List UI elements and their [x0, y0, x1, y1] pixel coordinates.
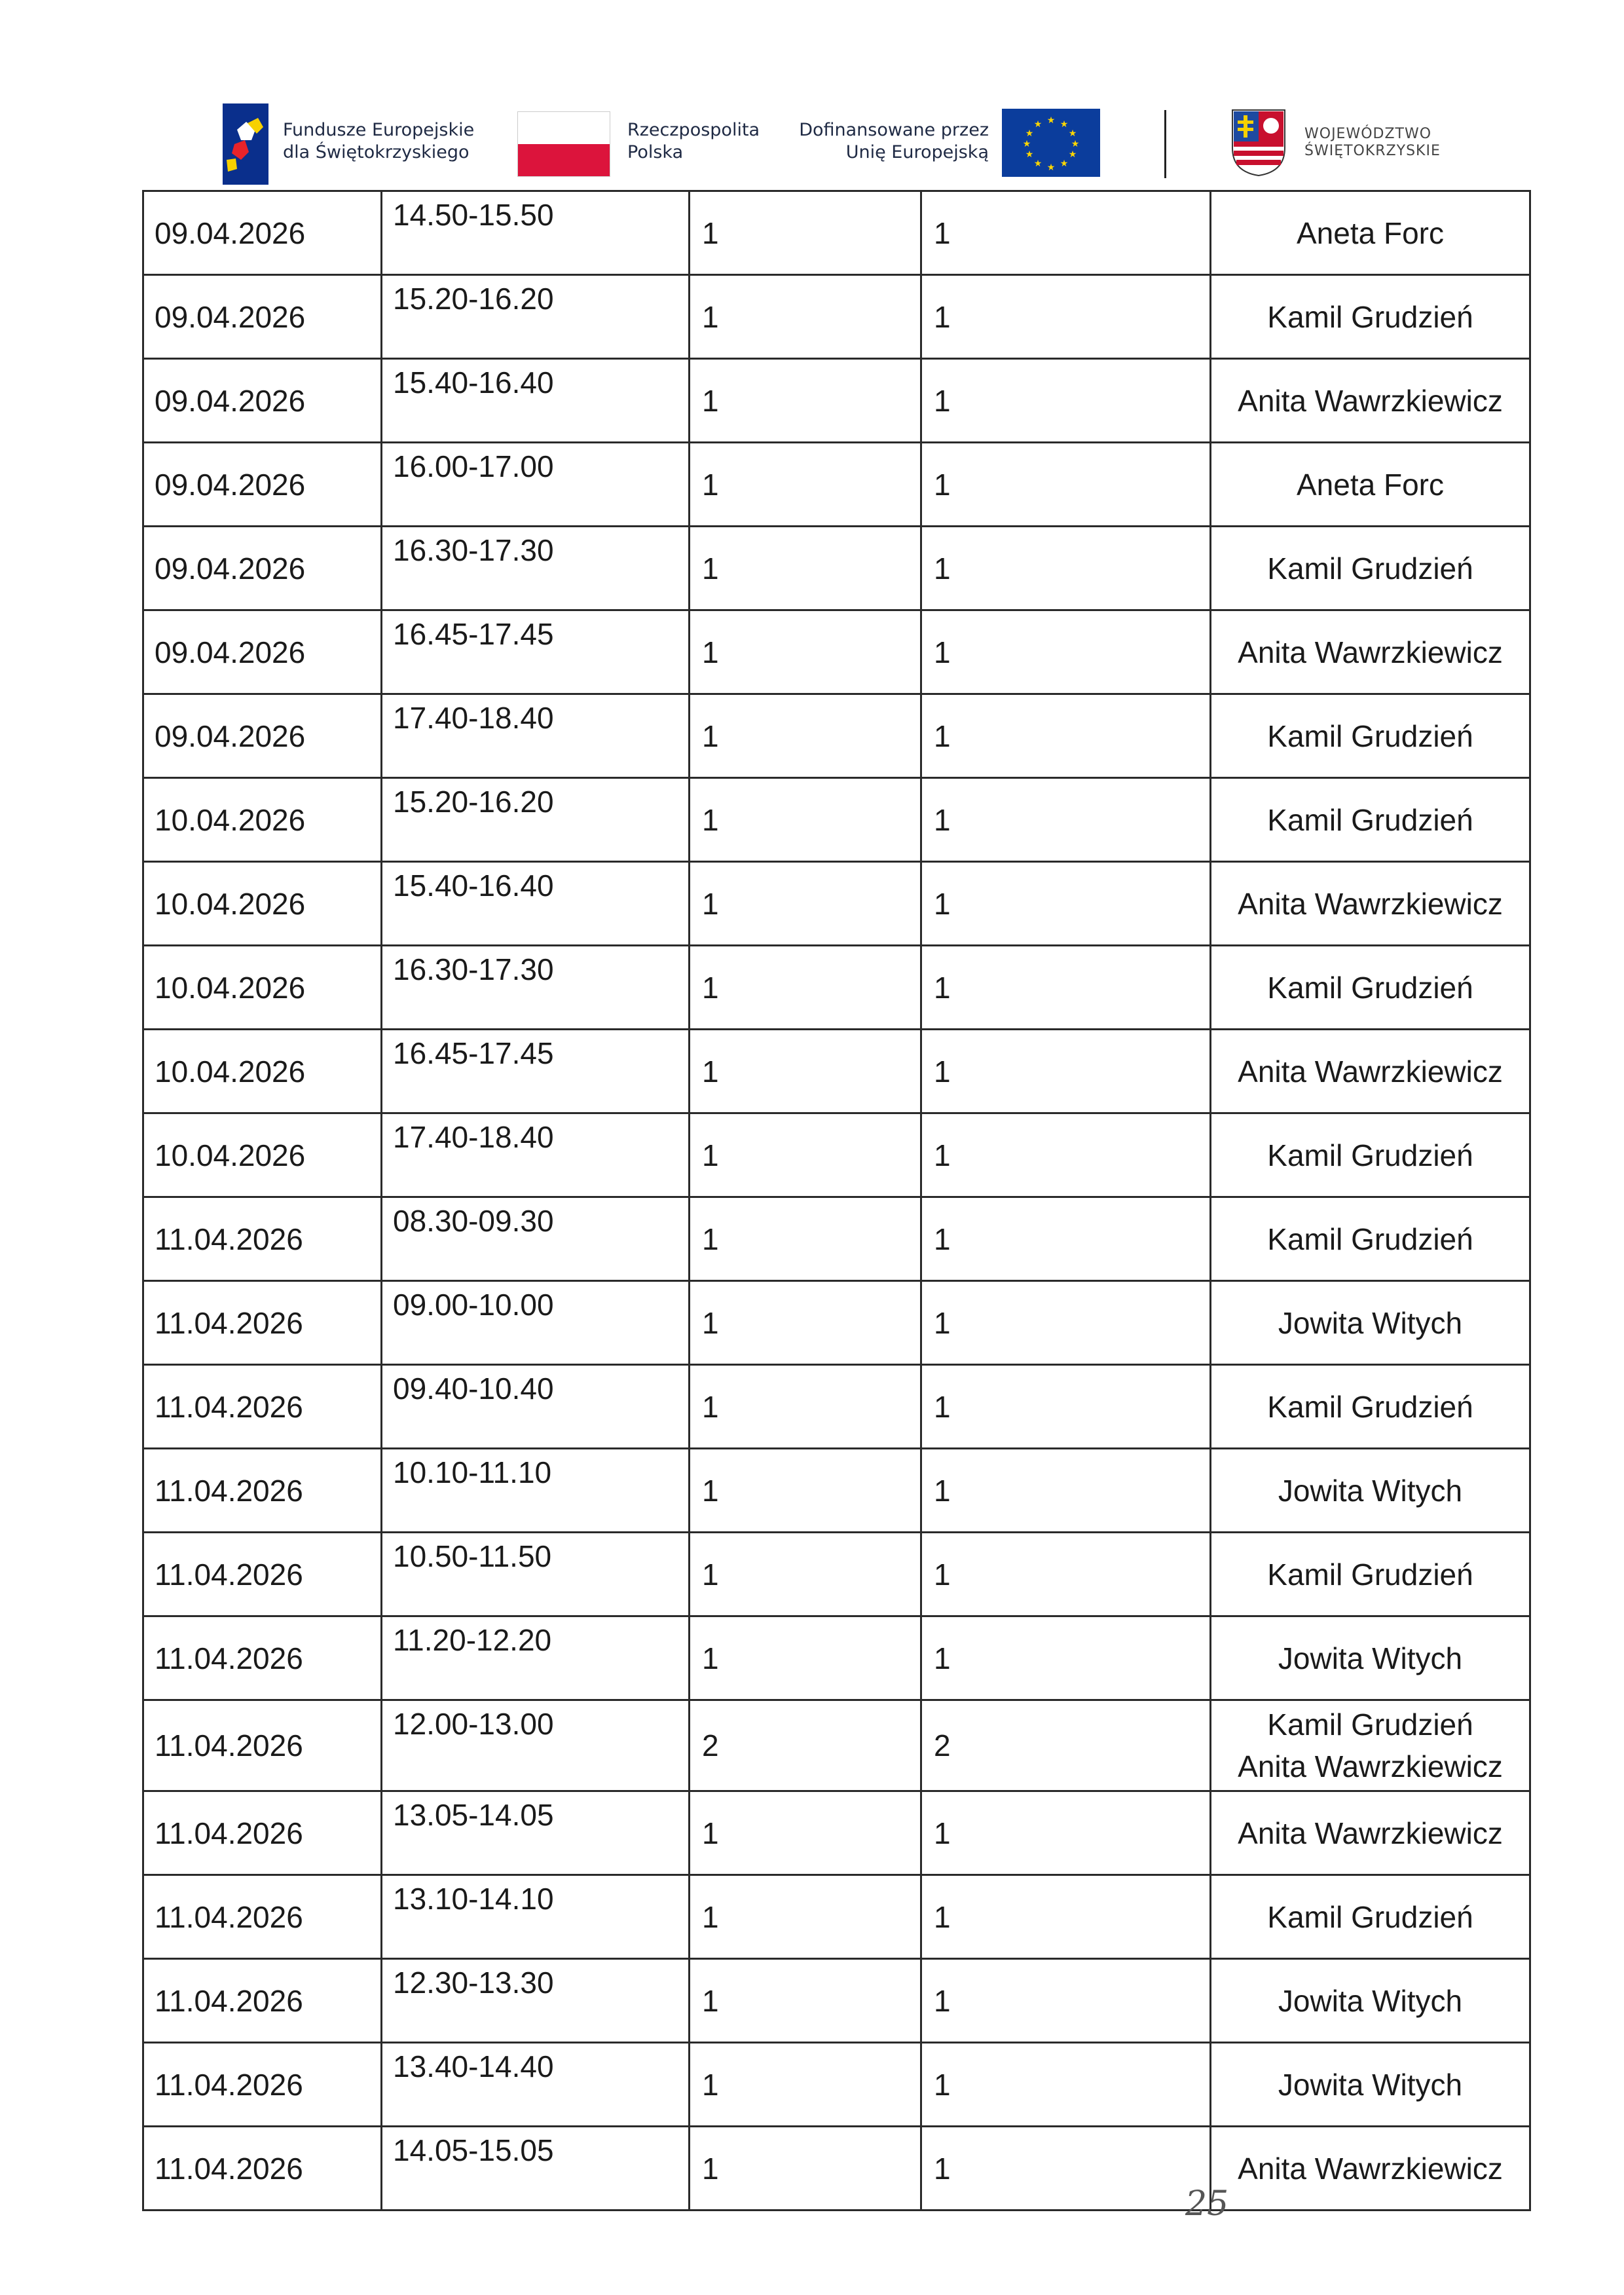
count-b-cell: 1 [921, 527, 1211, 610]
time-cell: 16.45-17.45 [382, 1030, 690, 1113]
count-b-cell: 1 [921, 1791, 1211, 1875]
count-b-cell: 1 [921, 1113, 1211, 1197]
count-b-cell: 1 [921, 1449, 1211, 1533]
table-row [143, 610, 1530, 694]
date-cell: 09.04.2026 [143, 359, 382, 443]
date-cell: 11.04.2026 [143, 1281, 382, 1365]
date-cell: 10.04.2026 [143, 778, 382, 862]
date-cell: 11.04.2026 [143, 1875, 382, 1959]
eu-flag-icon [1002, 109, 1100, 177]
date-cell: 09.04.2026 [143, 275, 382, 359]
instructor-cell: Aneta Forc [1211, 443, 1530, 527]
table-row [143, 1875, 1530, 1959]
count-a-cell: 1 [690, 2043, 921, 2127]
time-cell: 14.05-15.05 [382, 2127, 690, 2211]
count-a-cell: 1 [690, 275, 921, 359]
svg-text:★: ★ [1033, 119, 1043, 130]
polish-flag-icon [517, 111, 610, 177]
instructor-cell: Anita Wawrzkiewicz [1211, 2127, 1530, 2211]
count-a-cell: 1 [690, 1449, 921, 1533]
count-a-cell: 1 [690, 1533, 921, 1616]
time-cell: 08.30-09.30 [382, 1197, 690, 1281]
schedule-table [142, 190, 1531, 2211]
count-b-cell: 1 [921, 443, 1211, 527]
logo-separator [1164, 110, 1166, 178]
count-a-cell: 1 [690, 1875, 921, 1959]
table-row [143, 946, 1530, 1030]
table-row [143, 191, 1530, 275]
date-cell: 11.04.2026 [143, 1700, 382, 1791]
date-cell: 11.04.2026 [143, 1791, 382, 1875]
time-cell: 16.00-17.00 [382, 443, 690, 527]
instructor-cell: Kamil Grudzień [1211, 1197, 1530, 1281]
date-cell: 11.04.2026 [143, 2043, 382, 2127]
instructor-cell: Anita Wawrzkiewicz [1211, 610, 1530, 694]
count-a-cell: 1 [690, 694, 921, 778]
fundusze-europejskie-logo-icon [223, 103, 268, 185]
count-b-cell: 1 [921, 1281, 1211, 1365]
instructor-cell: Kamil Grudzień [1211, 1533, 1530, 1616]
svg-text:★: ★ [1025, 128, 1034, 139]
instructor-cell: Kamil Grudzień [1211, 1365, 1530, 1449]
date-cell: 09.04.2026 [143, 610, 382, 694]
count-a-cell: 1 [690, 1791, 921, 1875]
table-row [143, 527, 1530, 610]
count-b-cell: 1 [921, 1533, 1211, 1616]
table-row [143, 1700, 1530, 1791]
count-a-cell: 1 [690, 1030, 921, 1113]
instructor-cell: Jowita Witych [1211, 1449, 1530, 1533]
table-row [143, 1113, 1530, 1197]
table-row [143, 1959, 1530, 2043]
schedule-rows [143, 191, 1530, 2211]
date-cell: 11.04.2026 [143, 1449, 382, 1533]
table-row [143, 2127, 1530, 2211]
svg-text:★: ★ [1025, 149, 1034, 160]
count-a-cell: 2 [690, 1700, 921, 1791]
count-b-cell: 1 [921, 2127, 1211, 2211]
table-row [143, 1197, 1530, 1281]
rzeczpospolita-polska-text: Rzeczpospolita Polska [627, 120, 760, 162]
date-cell: 11.04.2026 [143, 1959, 382, 2043]
instructor-cell: Jowita Witych [1211, 1281, 1530, 1365]
time-cell: 13.10-14.10 [382, 1875, 690, 1959]
time-cell: 17.40-18.40 [382, 694, 690, 778]
table-row [143, 694, 1530, 778]
dofinansowane-text: Dofinansowane przez Unię Europejską [799, 120, 989, 162]
date-cell: 09.04.2026 [143, 527, 382, 610]
count-b-cell: 1 [921, 1197, 1211, 1281]
svg-text:★: ★ [1033, 159, 1043, 169]
instructor-cell: Kamil Grudzień [1211, 527, 1530, 610]
date-cell: 11.04.2026 [143, 2127, 382, 2211]
time-cell: 09.40-10.40 [382, 1365, 690, 1449]
time-cell: 13.40-14.40 [382, 2043, 690, 2127]
date-cell: 10.04.2026 [143, 946, 382, 1030]
count-a-cell: 1 [690, 1616, 921, 1700]
date-cell: 11.04.2026 [143, 1197, 382, 1281]
count-b-cell: 1 [921, 1365, 1211, 1449]
time-cell: 15.20-16.20 [382, 275, 690, 359]
time-cell: 15.40-16.40 [382, 862, 690, 946]
count-a-cell: 1 [690, 946, 921, 1030]
count-a-cell: 1 [690, 862, 921, 946]
wojewodztwo-swietokrzyskie-text: WOJEWÓDZTWO ŚWIĘTOKRZYSKIE [1304, 126, 1441, 159]
instructor-cell: Anita Wawrzkiewicz [1211, 862, 1530, 946]
count-b-cell: 1 [921, 694, 1211, 778]
count-b-cell: 1 [921, 778, 1211, 862]
count-b-cell: 1 [921, 1616, 1211, 1700]
instructor-cell: Anita Wawrzkiewicz [1211, 1030, 1530, 1113]
table-row [143, 275, 1530, 359]
count-b-cell: 1 [921, 359, 1211, 443]
count-b-cell: 1 [921, 191, 1211, 275]
instructor-cell: Kamil Grudzień [1211, 946, 1530, 1030]
count-a-cell: 1 [690, 359, 921, 443]
time-cell: 15.40-16.40 [382, 359, 690, 443]
svg-text:★: ★ [1060, 119, 1069, 130]
time-cell: 12.00-13.00 [382, 1700, 690, 1791]
time-cell: 10.50-11.50 [382, 1533, 690, 1616]
fundusze-europejskie-text: Fundusze Europejskie dla Świętokrzyskiego [283, 120, 475, 162]
instructor-cell: Jowita Witych [1211, 2043, 1530, 2127]
instructor-cell: Kamil Grudzień [1211, 694, 1530, 778]
table-row [143, 1030, 1530, 1113]
table-row [143, 1449, 1530, 1533]
time-cell: 16.45-17.45 [382, 610, 690, 694]
count-a-cell: 1 [690, 1197, 921, 1281]
date-cell: 11.04.2026 [143, 1365, 382, 1449]
instructor-cell: Kamil Grudzień Anita Wawrzkiewicz [1211, 1700, 1530, 1791]
table-row [143, 1365, 1530, 1449]
date-cell: 10.04.2026 [143, 862, 382, 946]
count-a-cell: 1 [690, 443, 921, 527]
instructor-cell: Jowita Witych [1211, 1959, 1530, 2043]
count-b-cell: 1 [921, 946, 1211, 1030]
table-row [143, 359, 1530, 443]
svg-text:★: ★ [1071, 139, 1080, 149]
table-row [143, 1533, 1530, 1616]
count-b-cell: 1 [921, 1030, 1211, 1113]
logo-header [0, 0, 1624, 190]
count-a-cell: 1 [690, 1959, 921, 2043]
count-b-cell: 1 [921, 275, 1211, 359]
count-a-cell: 1 [690, 1113, 921, 1197]
count-a-cell: 1 [690, 1281, 921, 1365]
date-cell: 10.04.2026 [143, 1113, 382, 1197]
svg-text:★: ★ [1046, 162, 1056, 173]
count-b-cell: 2 [921, 1700, 1211, 1791]
count-b-cell: 1 [921, 2043, 1211, 2127]
count-a-cell: 1 [690, 778, 921, 862]
time-cell: 10.10-11.10 [382, 1449, 690, 1533]
time-cell: 17.40-18.40 [382, 1113, 690, 1197]
count-b-cell: 1 [921, 862, 1211, 946]
instructor-cell: Aneta Forc [1211, 191, 1530, 275]
instructor-cell: Kamil Grudzień [1211, 778, 1530, 862]
time-cell: 12.30-13.30 [382, 1959, 690, 2043]
count-a-cell: 1 [690, 1365, 921, 1449]
instructor-cell: Anita Wawrzkiewicz [1211, 1791, 1530, 1875]
count-b-cell: 1 [921, 1959, 1211, 2043]
count-b-cell: 1 [921, 610, 1211, 694]
instructor-cell: Kamil Grudzień [1211, 275, 1530, 359]
time-cell: 16.30-17.30 [382, 946, 690, 1030]
time-cell: 15.20-16.20 [382, 778, 690, 862]
handwritten-page-number: 25 [1185, 2184, 1229, 2224]
instructor-cell: Anita Wawrzkiewicz [1211, 359, 1530, 443]
svg-text:★: ★ [1068, 128, 1077, 139]
table-row [143, 443, 1530, 527]
time-cell: 11.20-12.20 [382, 1616, 690, 1700]
time-cell: 13.05-14.05 [382, 1791, 690, 1875]
svg-text:★: ★ [1022, 139, 1031, 149]
time-cell: 14.50-15.50 [382, 191, 690, 275]
table-row [143, 2043, 1530, 2127]
time-cell: 16.30-17.30 [382, 527, 690, 610]
table-row [143, 1616, 1530, 1700]
svg-text:★: ★ [1046, 115, 1056, 126]
date-cell: 09.04.2026 [143, 191, 382, 275]
count-a-cell: 1 [690, 527, 921, 610]
instructor-cell: Kamil Grudzień [1211, 1113, 1530, 1197]
date-cell: 09.04.2026 [143, 443, 382, 527]
table-row [143, 778, 1530, 862]
time-cell: 09.00-10.00 [382, 1281, 690, 1365]
coat-of-arms-icon [1231, 109, 1286, 177]
date-cell: 10.04.2026 [143, 1030, 382, 1113]
table-row [143, 862, 1530, 946]
table-row [143, 1281, 1530, 1365]
svg-text:★: ★ [1068, 149, 1077, 160]
instructor-cell: Kamil Grudzień [1211, 1875, 1530, 1959]
count-a-cell: 1 [690, 2127, 921, 2211]
count-a-cell: 1 [690, 191, 921, 275]
date-cell: 09.04.2026 [143, 694, 382, 778]
date-cell: 11.04.2026 [143, 1533, 382, 1616]
count-a-cell: 1 [690, 610, 921, 694]
count-b-cell: 1 [921, 1875, 1211, 1959]
date-cell: 11.04.2026 [143, 1616, 382, 1700]
svg-text:★: ★ [1060, 159, 1069, 169]
instructor-cell: Jowita Witych [1211, 1616, 1530, 1700]
table-row [143, 1791, 1530, 1875]
